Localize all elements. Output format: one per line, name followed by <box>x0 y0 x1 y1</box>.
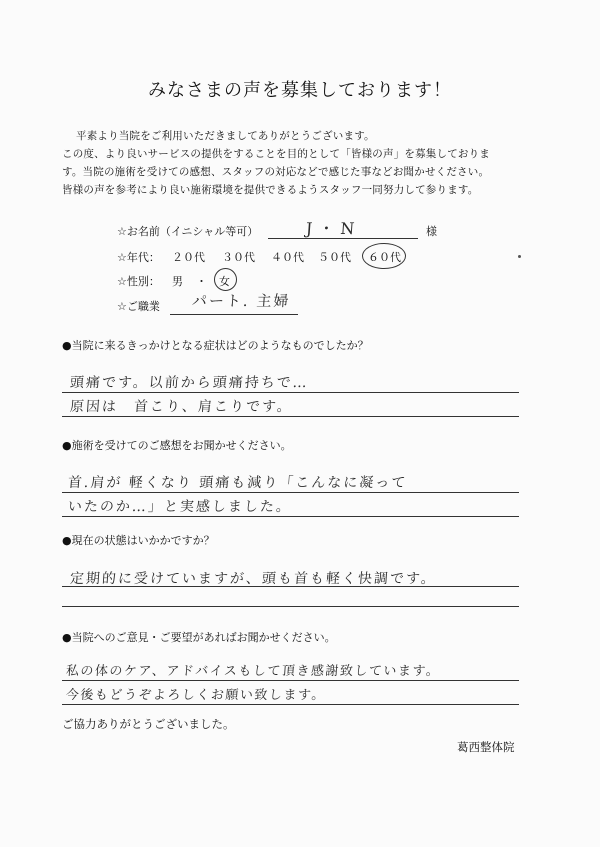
intro-line-4: 皆様の声を参考により良い施術環境を提供できるようスタッフ一同努力して参ります。 <box>62 184 479 196</box>
question-4-answer-2: 今後もどうぞよろしくお願い致します。 <box>65 688 327 703</box>
question-1-answer-2: 原因は 首こり、肩こりです。 <box>69 399 294 415</box>
gender-female: 女 <box>219 275 230 288</box>
page-title: みなさまの声を募集しております！ <box>148 80 452 101</box>
question-4-line-2 <box>62 704 519 705</box>
question-1-title: ●当院に来るきっかけとなる症状はどのようなものでしたか？ <box>62 339 369 352</box>
gender-separator: ・ <box>196 275 207 288</box>
question-4-title: ●当院へのご意見・ご要望があればお聞かせください。 <box>62 631 336 644</box>
question-3-title: ●現在の状態はいかかですか？ <box>62 534 215 547</box>
job-value: パート. 主婦 <box>191 292 292 310</box>
question-3-answer-1: 定期的に受けていますが、頭も首も軽く快調です。 <box>69 571 438 587</box>
age-option-30: ３０代 <box>222 251 255 264</box>
question-2-line-1 <box>62 492 519 493</box>
job-underline <box>170 314 298 315</box>
age-label: ☆年代： <box>117 251 160 264</box>
question-1-line-2 <box>62 416 519 417</box>
name-value: J・N <box>305 219 362 238</box>
question-2-answer-2: いたのか…」と実感しました。 <box>67 499 293 515</box>
gender-selected-circle <box>214 268 237 291</box>
intro-line-1: 平素より当院をご利用いただきましてありがとうございます。 <box>76 130 375 142</box>
gender-male: 男 <box>172 275 183 288</box>
name-suffix: 様 <box>426 225 437 238</box>
intro-line-3: す。当院の施術を受けての感想、スタッフの対応などで感じた事などお聞かせください。 <box>62 166 490 178</box>
question-3-line-2 <box>62 606 519 607</box>
question-2-title: ●施術を受けてのご感想をお聞かせください。 <box>62 439 292 452</box>
question-4-line-1 <box>62 680 519 681</box>
name-label: ☆お名前（イニシャル等可） <box>117 225 259 238</box>
thanks-text: ご協力ありがとうございました。 <box>62 717 235 731</box>
question-3-line-1 <box>62 586 519 587</box>
smudge-mark <box>518 255 521 258</box>
clinic-name: 葛西整体院 <box>457 740 515 754</box>
age-selected-circle <box>362 243 406 269</box>
age-option-50: ５０代 <box>318 251 351 264</box>
question-1-answer-1: 頭痛です。以前から頭痛持ちで… <box>69 375 310 391</box>
gender-label: ☆性別： <box>117 275 160 288</box>
question-1-line-1 <box>62 392 519 393</box>
question-2-line-2 <box>62 516 519 517</box>
age-option-60: ６０代 <box>368 251 401 264</box>
intro-line-2: この度、より良いサービスの提供をすることを目的として「皆様の声」を募集しておりま <box>62 148 490 160</box>
question-4-answer-1: 私の体のケア、アドバイスもして頂き感謝致しています。 <box>65 664 441 679</box>
job-label: ☆ご職業 <box>117 300 160 313</box>
age-option-40: ４０代 <box>271 251 304 264</box>
question-2-answer-1: 首.肩が 軽くなり 頭痛も減り「こんなに凝って <box>67 475 408 491</box>
age-option-20: ２０代 <box>172 251 205 264</box>
name-underline <box>268 238 418 239</box>
